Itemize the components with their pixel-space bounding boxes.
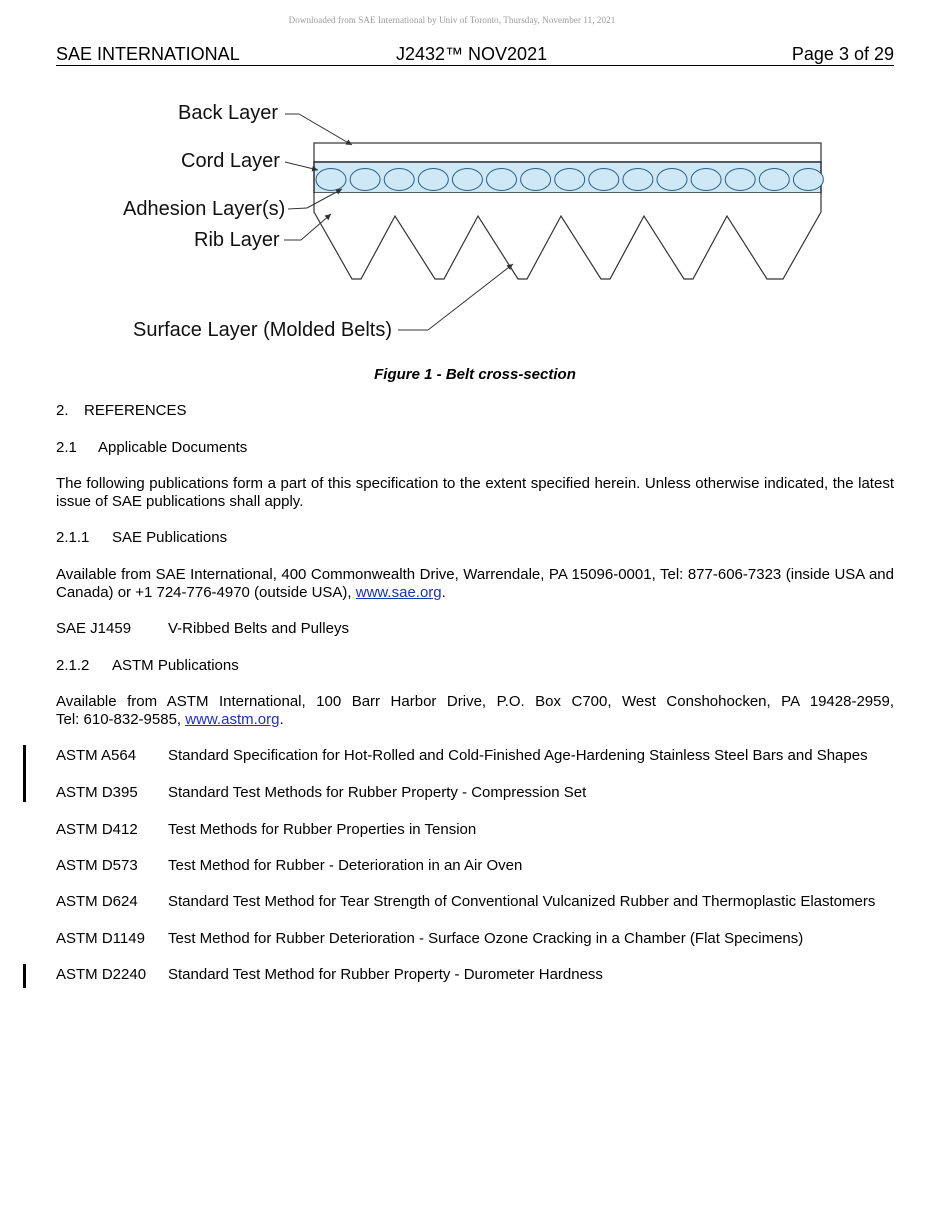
reference-title: V-Ribbed Belts and Pulleys <box>168 620 349 637</box>
applicable-documents-paragraph: The following publications form a part of this specification to the extent specified herein. Unless otherwise indicated, the latest issue of SAE publications shall apply. <box>56 475 894 510</box>
download-watermark: Downloaded from SAE International by Univ of Toronto, Thursday, November 11, 2021 <box>288 15 616 25</box>
astm-availability-paragraph <box>56 693 894 729</box>
sae-website-link[interactable]: www.sae.org <box>355 584 442 601</box>
reference-code: ASTM D624 <box>56 893 138 910</box>
section-title: SAE Publications <box>112 529 228 546</box>
section-2-1-2-heading <box>56 657 894 675</box>
reference-code: ASTM A564 <box>56 747 137 764</box>
section-number: 2.1.1 <box>56 529 90 546</box>
period: . <box>279 711 284 728</box>
section-title: Applicable Documents <box>98 439 248 456</box>
belt-cross-section-figure <box>0 0 950 350</box>
section-2-1-1-heading <box>56 529 894 547</box>
reference-title: Test Methods for Rubber Properties in Tension <box>168 821 477 838</box>
header-doc-id: J2432™ NOV2021 <box>396 44 548 64</box>
reference-code: ASTM D1149 <box>56 930 145 947</box>
section-title: ASTM Publications <box>112 657 239 674</box>
reference-code: ASTM D412 <box>56 821 138 838</box>
back-layer-arrow <box>299 114 352 145</box>
cord-ellipse <box>725 169 755 191</box>
cord-ellipse <box>350 169 380 191</box>
cord-ellipse <box>487 169 517 191</box>
back-layer <box>314 143 821 162</box>
cord-ellipse <box>452 169 482 191</box>
section-title: REFERENCES <box>84 402 187 419</box>
adhesion-layer-label: Adhesion Layer(s) <box>123 198 286 220</box>
belt-diagram <box>0 0 950 350</box>
reference-title: Test Method for Rubber - Deterioration in an Air Oven <box>168 857 523 874</box>
header-page-number: Page 3 of 29 <box>791 44 894 64</box>
section-number: 2.1.2 <box>56 657 90 674</box>
revision-change-bar <box>23 745 26 802</box>
section-number: 2.1 <box>56 439 77 456</box>
astm-website-link[interactable]: www.astm.org <box>185 711 280 728</box>
reference-title: Standard Test Method for Tear Strength of Conventional Vulcanized Rubber and Thermoplastic Elastomers <box>168 893 876 910</box>
cord-ellipse <box>418 169 448 191</box>
surface-layer-label: Surface Layer (Molded Belts) <box>133 319 393 341</box>
figure-caption: Figure 1 - Belt cross-section <box>374 366 576 383</box>
cord-ellipse <box>316 169 346 191</box>
cord-ellipse <box>623 169 653 191</box>
cord-ellipse <box>759 169 789 191</box>
adhesion-leader <box>288 208 307 209</box>
reference-title: Standard Specification for Hot-Rolled and Cold-Finished Age-Hardening Stainless Steel Bars and Shapes <box>168 747 868 764</box>
cord-ellipse <box>589 169 619 191</box>
cord-ellipse <box>657 169 687 191</box>
cord-ellipse <box>384 169 414 191</box>
cord-ellipse <box>521 169 551 191</box>
astm-availability-line-2: Tel: 610-832-9585, <box>56 711 186 728</box>
reference-code: ASTM D2240 <box>56 966 147 983</box>
reference-code: ASTM D573 <box>56 857 138 874</box>
back-layer-label: Back Layer <box>178 102 279 124</box>
reference-title: Test Method for Rubber Deterioration - Surface Ozone Cracking in a Chamber (Flat Specimens) <box>168 930 804 947</box>
cord-ellipse <box>793 169 823 191</box>
cord-ellipse <box>555 169 585 191</box>
section-2-heading <box>56 402 894 420</box>
reference-code: SAE J1459 <box>56 620 132 637</box>
astm-availability-line-1: Available from ASTM International, 100 Barr Harbor Drive, P.O. Box C700, West Conshohocken, PA 19428-2959, <box>56 693 894 710</box>
reference-title: Standard Test Method for Rubber Property - Durometer Hardness <box>168 966 603 983</box>
section-2-1-heading <box>56 439 894 457</box>
reference-code: ASTM D395 <box>56 784 138 801</box>
revision-change-bar <box>23 964 26 988</box>
cord-layer-label: Cord Layer <box>181 150 280 172</box>
sae-availability-text: Available from SAE International, 400 Commonwealth Drive, Warrendale, PA 15096-0001, Tel: 877-606-7323 (inside USA and Canada) or +1 724-776-4970 (outside USA), <box>56 566 894 601</box>
cord-ellipse <box>691 169 721 191</box>
sae-availability-paragraph <box>56 566 894 602</box>
cord-group <box>316 169 823 191</box>
section-number: 2. <box>56 402 69 419</box>
period: . <box>441 584 446 601</box>
rib-layer <box>314 193 821 279</box>
reference-title: Standard Test Methods for Rubber Property - Compression Set <box>168 784 587 801</box>
header-org: SAE INTERNATIONAL <box>56 44 240 64</box>
rib-layer-label: Rib Layer <box>194 229 280 251</box>
cord-layer-arrow <box>285 162 318 170</box>
